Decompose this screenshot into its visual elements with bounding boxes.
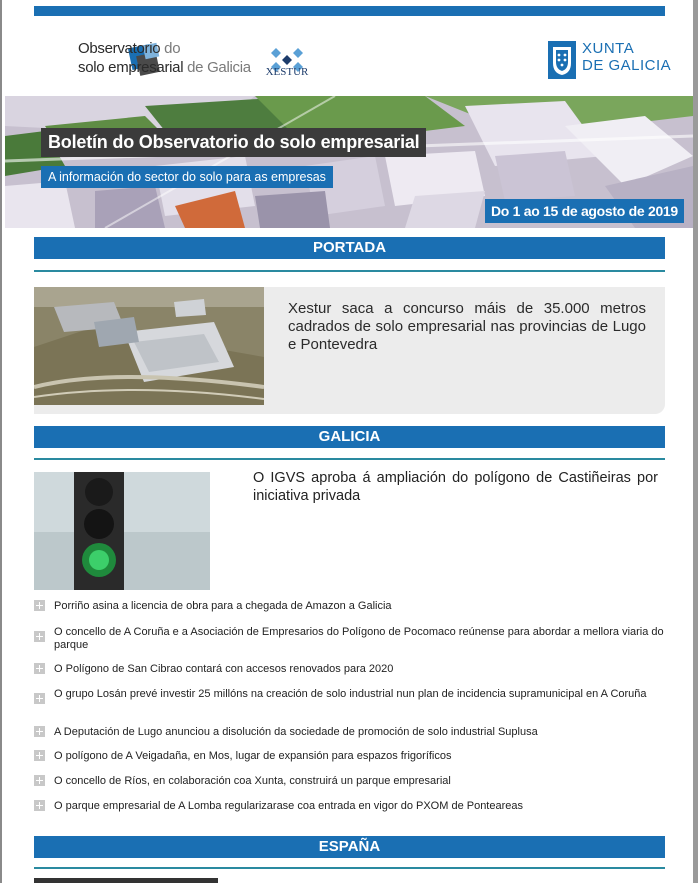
news-item-text[interactable]: O Polígono de San Cibrao contará con accesos renovados para 2020 bbox=[54, 663, 394, 675]
galicia-lead-headline[interactable]: O IGVS aproba á ampliación do polígono de Castiñeiras por iniciativa privada bbox=[253, 470, 658, 504]
bulletin-date: Do 1 ao 15 de agosto de 2019 bbox=[485, 199, 684, 223]
xunta-logo-text bbox=[582, 40, 671, 74]
xunta-line1: XUNTA bbox=[582, 40, 635, 57]
obs-line1-bold: Observatorio bbox=[78, 40, 161, 57]
expand-plus-icon[interactable] bbox=[34, 693, 45, 704]
news-item-text[interactable]: O grupo Losán prevé investir 25 millóns na creación de solo industrial nun plan de incidencia supramunicipal en A Coruña bbox=[54, 688, 647, 700]
xunta-line2: DE GALICIA bbox=[582, 57, 672, 74]
expand-plus-icon[interactable] bbox=[34, 663, 45, 674]
obs-line2-bold: solo empresarial bbox=[78, 59, 184, 76]
section-rule-portada bbox=[34, 270, 665, 272]
expand-plus-icon[interactable] bbox=[34, 750, 45, 761]
portada-headline[interactable]: Xestur saca a concurso máis de 35.000 metros cadrados de solo empresarial nas provincias de Lugo e Pontevedra bbox=[288, 300, 646, 353]
section-header-espana: ESPAÑA bbox=[34, 836, 665, 858]
bulletin-subtitle: A información do sector do solo para as empresas bbox=[41, 166, 333, 188]
obs-line1-light: do bbox=[160, 40, 181, 57]
news-item-text[interactable]: A Deputación de Lugo anunciou a disolución da sociedade de promoción de solo industrial Suplusa bbox=[54, 726, 538, 738]
expand-plus-icon[interactable] bbox=[34, 600, 45, 611]
xestur-logo-text: XESTUR bbox=[265, 66, 309, 78]
expand-plus-icon[interactable] bbox=[34, 800, 45, 811]
traffic-light-photo[interactable] bbox=[34, 472, 210, 590]
obs-line2-light: de Galicia bbox=[183, 59, 251, 76]
page-frame-left bbox=[0, 0, 2, 883]
top-accent-bar bbox=[34, 6, 665, 16]
news-item-text[interactable]: O concello de A Coruña e a Asociación de Empresarios do Polígono de Pocomaco reúnense para abordar a mellora viaria do parque bbox=[54, 626, 664, 651]
section-rule-galicia bbox=[34, 458, 665, 460]
page-frame-right bbox=[693, 0, 698, 883]
espana-lead-photo[interactable] bbox=[34, 878, 218, 883]
section-header-portada: PORTADA bbox=[34, 237, 665, 259]
expand-plus-icon[interactable] bbox=[34, 631, 45, 642]
news-item-text[interactable]: O parque empresarial de A Lomba regularizarase coa entrada en vigor do PXOM de Ponteareas bbox=[54, 800, 523, 812]
news-item-text[interactable]: Porriño asina a licencia de obra para a chegada de Amazon a Galicia bbox=[54, 600, 392, 612]
xunta-shield-icon bbox=[548, 41, 576, 79]
section-rule-espana bbox=[34, 867, 665, 869]
expand-plus-icon[interactable] bbox=[34, 726, 45, 737]
news-item-text[interactable]: O polígono de A Veigadaña, en Mos, lugar de expansión para espazos frigoríficos bbox=[54, 750, 452, 762]
section-header-galicia: GALICIA bbox=[34, 426, 665, 448]
expand-plus-icon[interactable] bbox=[34, 775, 45, 786]
news-item-text[interactable]: O concello de Ríos, en colaboración coa Xunta, construirá un parque empresarial bbox=[54, 775, 451, 787]
portada-aerial-photo[interactable] bbox=[34, 287, 264, 405]
bulletin-title: Boletín do Observatorio do solo empresarial bbox=[41, 128, 426, 157]
observatorio-logo-text bbox=[78, 39, 251, 77]
